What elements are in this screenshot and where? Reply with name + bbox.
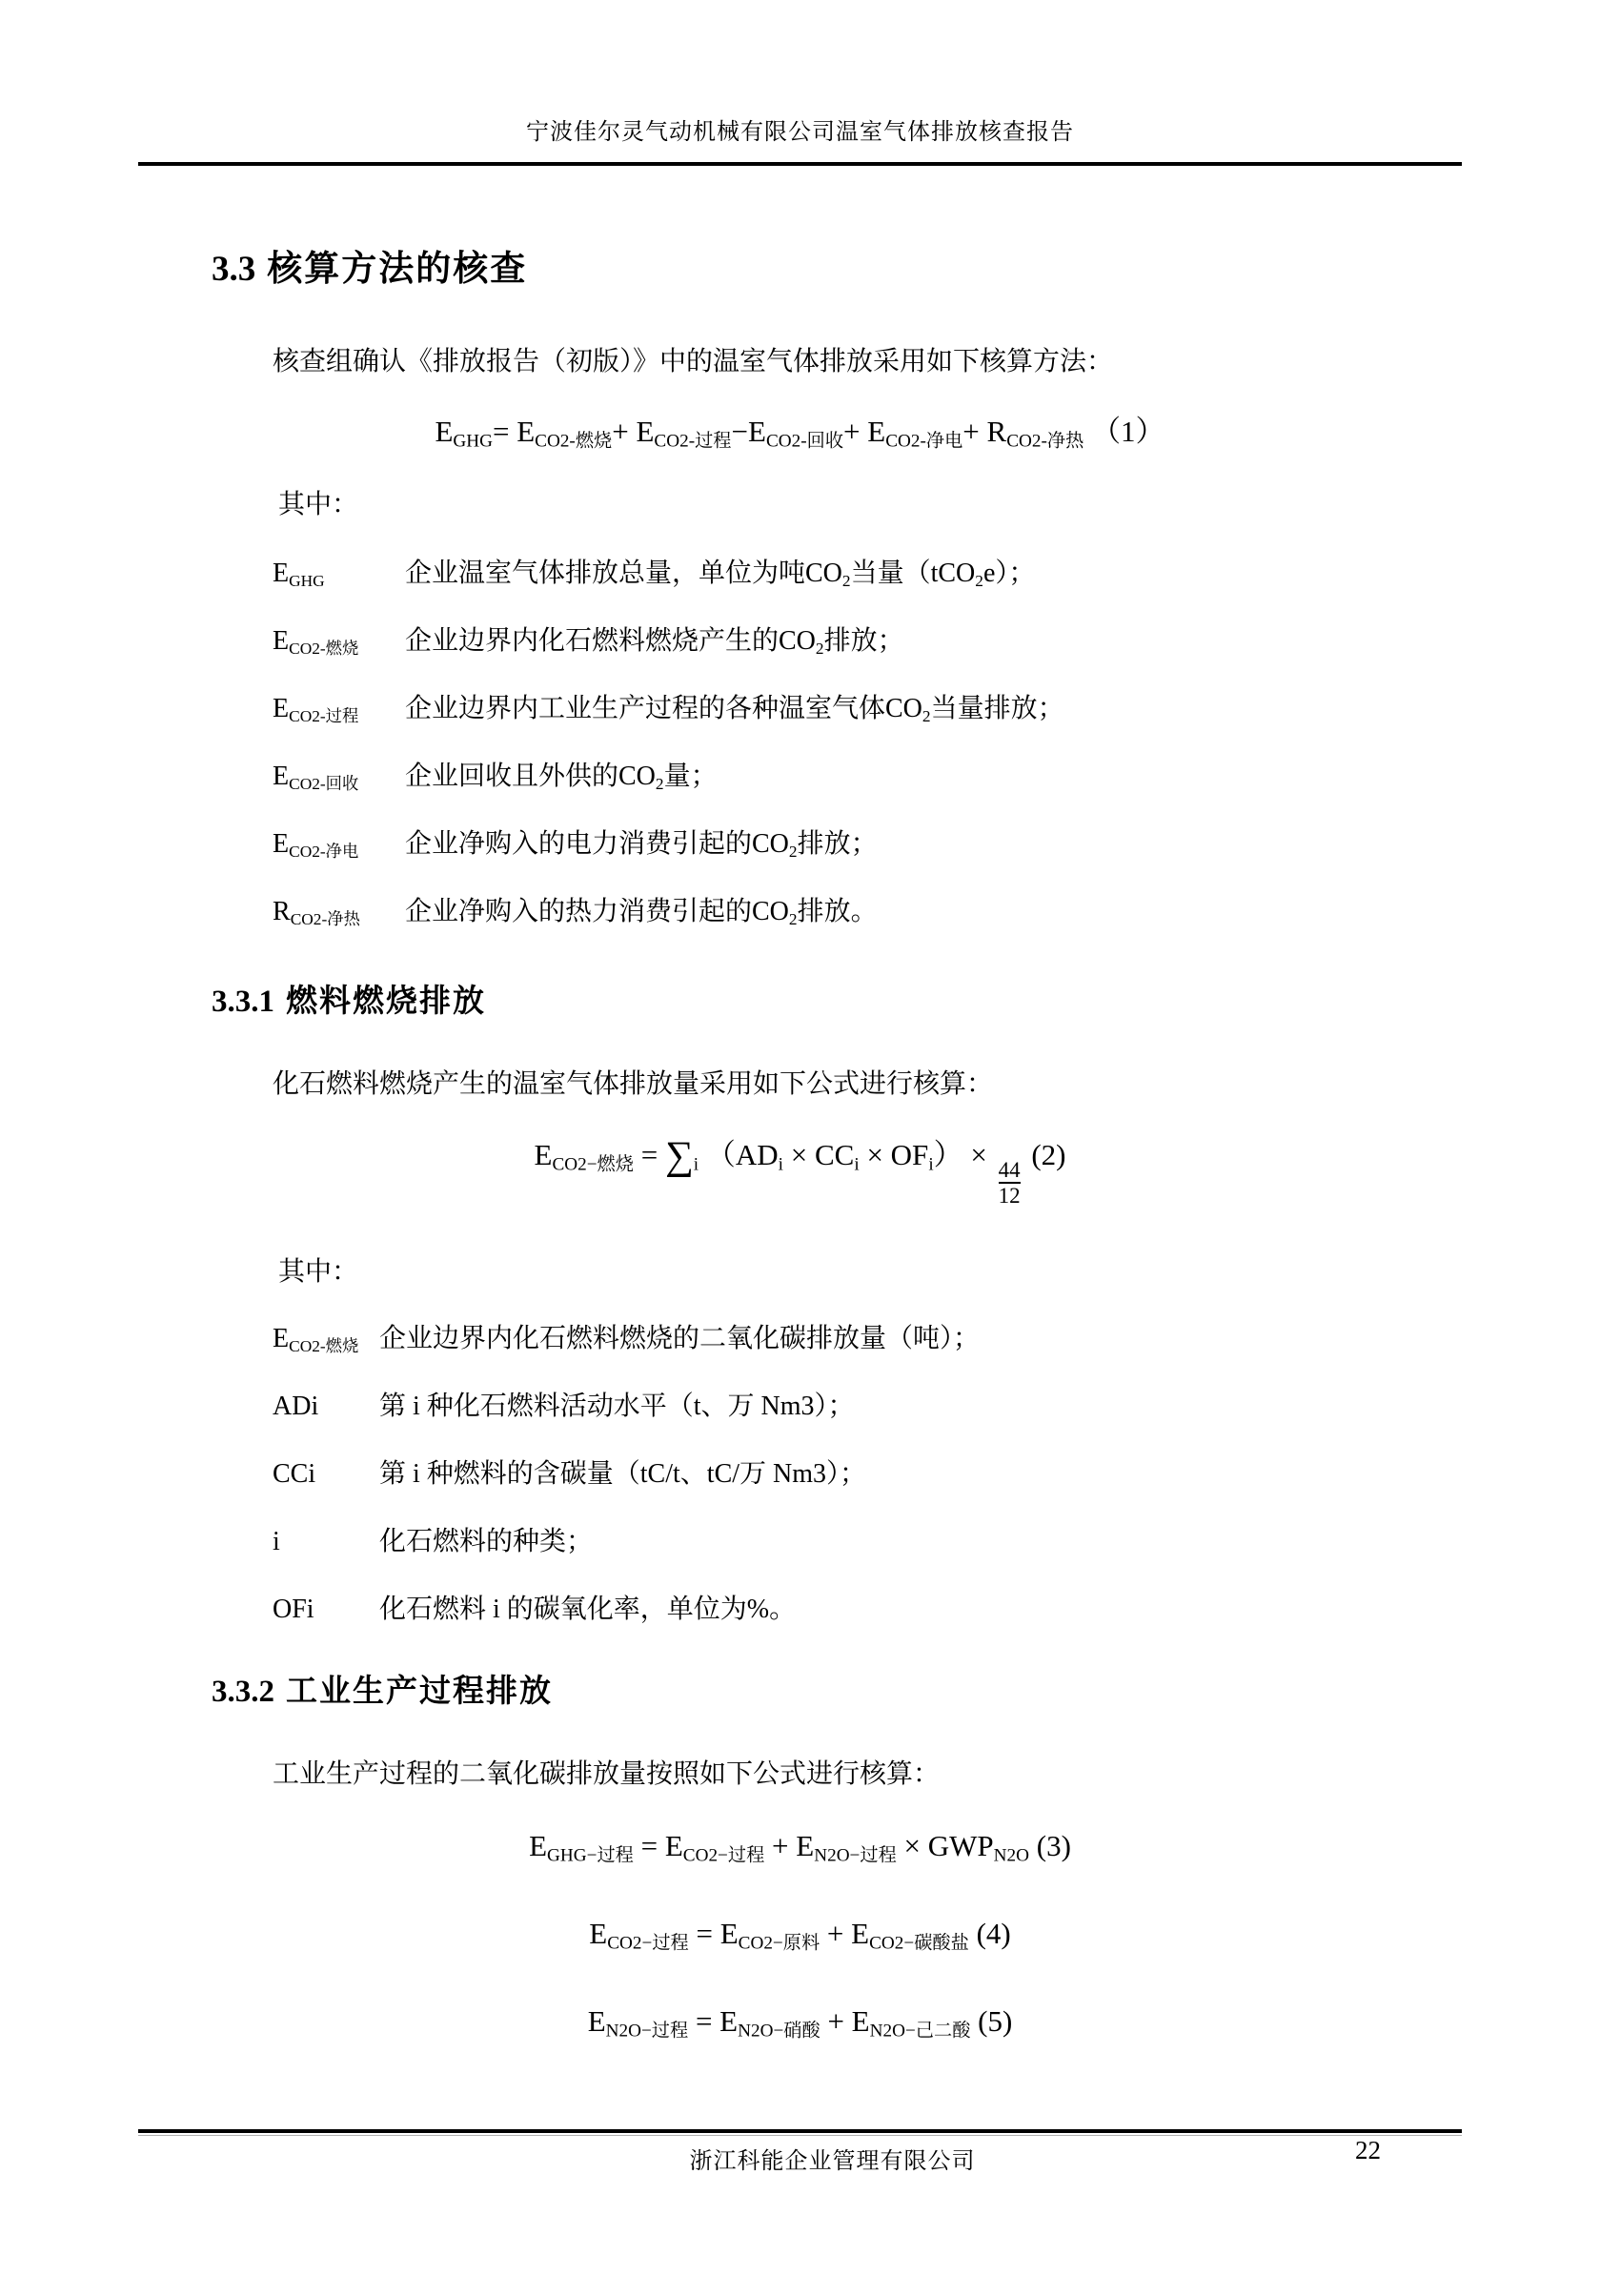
page-number: 22 [1355, 2136, 1381, 2164]
section-3-3-1-intro-paragraph: 化石燃料燃烧产生的温室气体排放量采用如下公式进行核算： [273, 1069, 994, 1099]
definition-row [273, 1453, 1388, 1496]
section-3-3-1-heading [212, 980, 1388, 1023]
definition-term: ADi [273, 1391, 319, 1421]
definition-row [273, 1317, 1388, 1361]
section-3-3-2-heading [212, 1670, 1388, 1713]
definition-row [273, 823, 1388, 866]
definition-row [273, 890, 1388, 934]
section-3-3-intro-paragraph: 核查组确认《排放报告（初版）》中的温室气体排放采用如下核算方法： [273, 347, 1114, 376]
definition-term: OFi [273, 1594, 314, 1624]
footer-row [138, 2136, 1462, 2175]
header-title: 宁波佳尔灵气动机械有限公司温室气体排放核查报告 [526, 120, 1074, 145]
formula-3: $E_{GHG-过程} = E_{CO2-过程} + E_{N2O-过程} \times GWP_{N2O}$ (3) [529, 1828, 1071, 1866]
section-3-3-2-number: 3.3.2 [212, 1674, 274, 1709]
definition-list-2 [212, 1317, 1388, 1632]
among-label-1: 其中： [278, 490, 359, 519]
definition-description: 化石燃料 i 的碳氧化率，单位为%。 [379, 1594, 797, 1624]
section-3-3-2-title: 工业生产过程排放 [286, 1672, 553, 1708]
definition-row [273, 687, 1388, 731]
section-3-3-1-number: 3.3.1 [212, 985, 274, 1019]
definition-term: $E_{CO2-燃烧}$ [273, 626, 359, 658]
definition-term: CCi [273, 1458, 316, 1489]
formula-2: $E_{CO2-燃烧} = \sum_i$ $(AD_i \times CC_i \times OF_i)$ × $\frac{44}{12}$ (2) [534, 1134, 1066, 1209]
section-3-3-number: 3.3 [212, 250, 256, 289]
definition-term: $R_{CO2-净热}$ [273, 897, 360, 928]
formula-5: $E_{N2O-过程} = E_{N2O-硝酸} + E_{N2O-己二酸}$ (5) [587, 2003, 1013, 2042]
section-3-3-1-title: 燃料燃烧排放 [286, 983, 486, 1018]
definition-term: $E_{CO2-回收}$ [273, 762, 359, 793]
definition-description: 化石燃料的种类； [379, 1526, 594, 1556]
definition-description: 第 i 种燃料的含碳量（tC/t、tC/万 Nm3）； [379, 1458, 867, 1489]
document-content [212, 246, 1388, 2052]
section-3-3-title: 核算方法的核查 [267, 249, 528, 288]
definition-description: 企业净购入的电力消费引起的$CO_2$排放； [405, 829, 878, 861]
definition-description: 第 i 种化石燃料活动水平（t、万 Nm3）； [379, 1391, 855, 1421]
definition-row [273, 755, 1388, 799]
definition-row [273, 1588, 1388, 1632]
page-header [0, 0, 1600, 166]
definition-description: 企业边界内化石燃料燃烧产生的$CO_2$排放； [405, 626, 904, 658]
footer-rule [138, 2129, 1462, 2133]
section-3-3-2-intro-paragraph: 工业生产过程的二氧化碳排放量按照如下公式进行核算： [273, 1758, 941, 1789]
definition-row [273, 1520, 1388, 1564]
definition-description: 企业温室气体排放总量，单位为吨$CO_2$当量（tCO$_2$e）； [405, 559, 1036, 590]
footer-rule-thin [138, 2135, 1462, 2136]
definition-row [273, 1385, 1388, 1429]
definition-term: $E_{GHG}$ [273, 559, 325, 590]
definition-term: i [273, 1526, 280, 1556]
definition-description: 企业回收且外供的$CO_2$量； [405, 762, 718, 793]
definition-term: $E_{CO2-净电}$ [273, 829, 359, 861]
page-footer [138, 2129, 1462, 2175]
footer-company: 浙江科能企业管理有限公司 [689, 2149, 976, 2174]
definition-term: $E_{CO2-过程}$ [273, 694, 359, 725]
definition-row [273, 620, 1388, 663]
definition-term: $E_{CO2-燃烧}$ [273, 1323, 359, 1355]
definition-description: 企业边界内工业生产过程的各种温室气体$CO_2$当量排放； [405, 694, 1064, 725]
section-3-3-heading [212, 246, 1388, 293]
formula-1: $E_{GHG}= E_{CO2-燃烧}+ E_{CO2-过程}-E_{CO2-回收}+ E_{CO2-净电}+ R_{CO2-净热}$ （1） [435, 415, 1165, 452]
definition-description: 企业净购入的热力消费引起的$CO_2$排放。 [405, 897, 878, 928]
definition-row [273, 552, 1388, 596]
among-label-2: 其中： [278, 1256, 359, 1287]
formula-4: $E_{CO2-过程} = E_{CO2-原料} + E_{CO2-碳酸盐}$ (4) [589, 1916, 1011, 1954]
definition-description: 企业边界内化石燃料燃烧的二氧化碳排放量（吨）； [379, 1323, 981, 1353]
header-rule [138, 162, 1462, 166]
definition-list-1 [212, 552, 1388, 934]
